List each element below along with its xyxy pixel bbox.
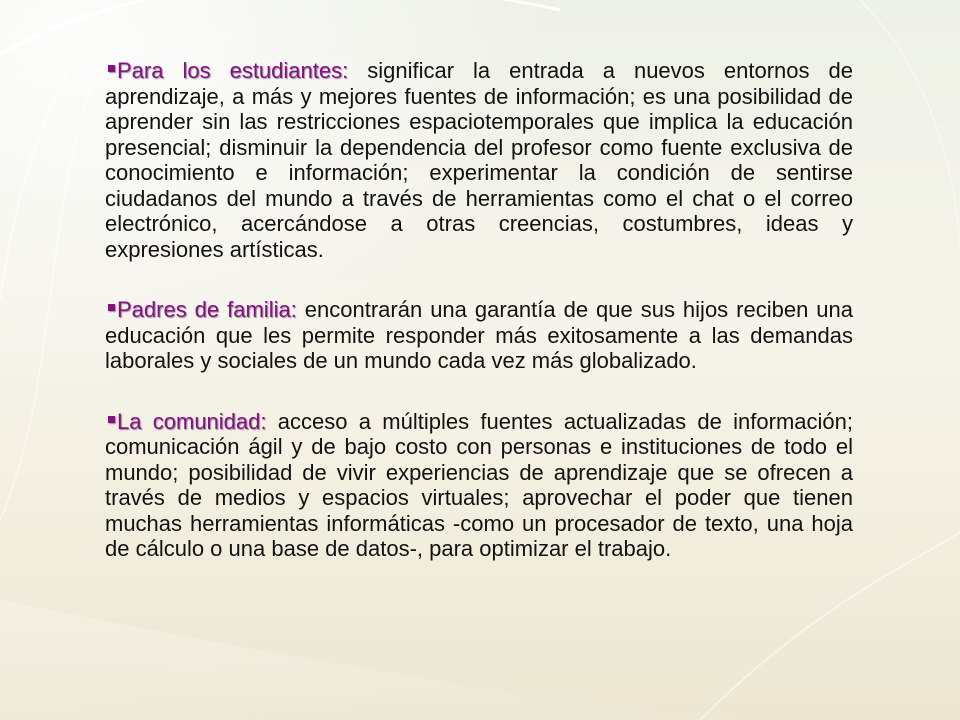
square-bullet-icon — [108, 65, 115, 72]
bullet-list — [105, 58, 853, 597]
bullet-lead: Padres de familia: — [117, 297, 297, 322]
square-bullet-icon — [108, 304, 115, 311]
bullet-estudiantes — [105, 58, 853, 262]
bullet-text: encontrarán una garantía de que sus hijos reciben una educación que les permite responder más exitosamente a las demandas laborales y sociales de un mundo cada vez más globalizado. — [105, 297, 853, 373]
bullet-comunidad — [105, 409, 853, 562]
bullet-lead: La comunidad: — [117, 408, 267, 434]
bullet-padres — [105, 297, 853, 374]
bullet-text: significar la entrada a nuevos entornos de aprendizaje, a más y mejores fuentes de información; es una posibilidad de aprender sin las restricciones espaciotemporales que implica la educación presencial; disminuir la dependencia del profesor como fuente exclusiva de conocimiento e información; experimentar la condición de sentirse ciudadanos del mundo a través de herramientas como el chat o el correo electrónico, acercándose a otras creencias, costumbres, ideas y expresiones artísticas. — [105, 58, 853, 262]
bullet-text: acceso a múltiples fuentes actualizadas de información; comunicación ágil y de bajo costo con personas e instituciones de todo el mundo; posibilidad de vivir experiencias de aprendizaje que se ofrecen a través de medios y espacios virtuales; aprovechar el poder que tienen muchas herramientas informáticas -como un procesador de texto, una hoja de cálculo o una base de datos-, para optimizar el trabajo. — [105, 408, 853, 561]
square-bullet-icon — [108, 416, 115, 423]
bullet-lead: Para los estudiantes: — [117, 58, 349, 83]
